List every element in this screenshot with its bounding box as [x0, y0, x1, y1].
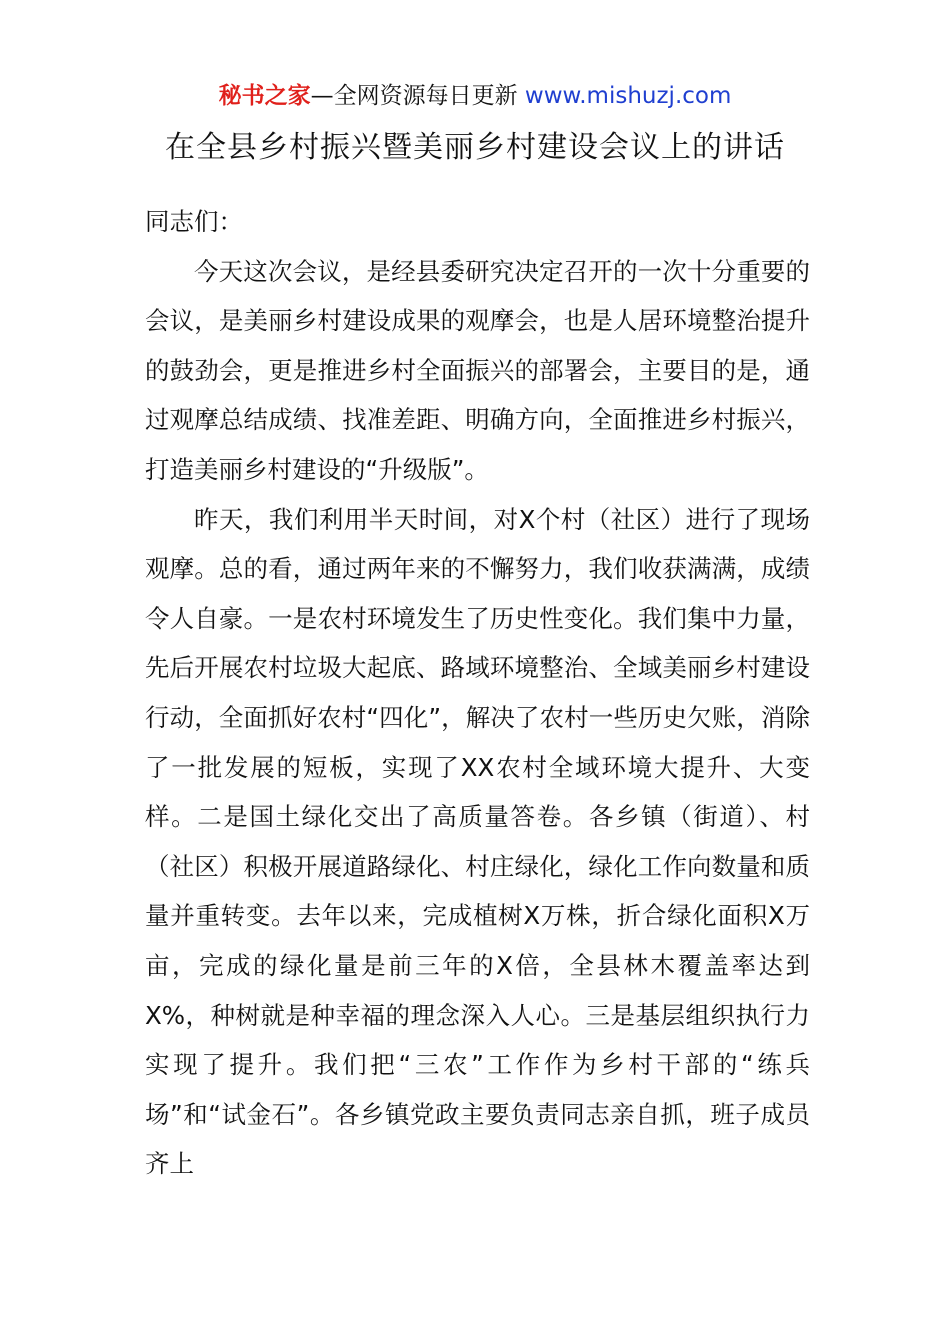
salutation: 同志们：	[145, 207, 243, 236]
site-url-link[interactable]: www.mishuzj.com	[524, 83, 732, 109]
paragraph-1: 今天这次会议，是经县委研究决定召开的一次十分重要的会议，是美丽乡村建设成果的观摩会，也是人居环境整治提升的鼓劲会，更是推进乡村全面振兴的部署会，主要目的是，通过观摩总结成绩、找准差距、明确方向，全面推进乡村振兴，打造美丽乡村建设的“升级版”。	[145, 256, 810, 484]
document-body	[145, 197, 810, 1189]
site-tagline: —全网资源每日更新	[310, 83, 525, 109]
site-brand: 秘书之家	[218, 83, 311, 109]
site-header	[0, 78, 950, 114]
paragraph-2: 昨天，我们利用半天时间，对X个村（社区）进行了现场观摩。总的看，通过两年来的不懈努力，我们收获满满，成绩令人自豪。一是农村环境发生了历史性变化。我们集中力量，先后开展农村垃圾大起底、路域环境整治、全域美丽乡村建设行动，全面抓好农村“四化”，解决了农村一些历史欠账，消除了一批发展的短板，实现了XX农村全域环境大提升、大变样。二是国土绿化交出了高质量答卷。各乡镇（街道）、村（社区）积极开展道路绿化、村庄绿化，绿化工作向数量和质量并重转变。去年以来，完成植树X万株，折合绿化面积X万亩，完成的绿化量是前三年的X倍，全县林木覆盖率达到X%，种树就是种幸福的理念深入人心。三是基层组织执行力实现了提升。我们把“三农”工作作为乡村干部的“练兵场”和“试金石”。各乡镇党政主要负责同志亲自抓，班子成员齐上	[145, 504, 810, 1179]
document-title: 在全县乡村振兴暨美丽乡村建设会议上的讲话	[165, 130, 785, 165]
